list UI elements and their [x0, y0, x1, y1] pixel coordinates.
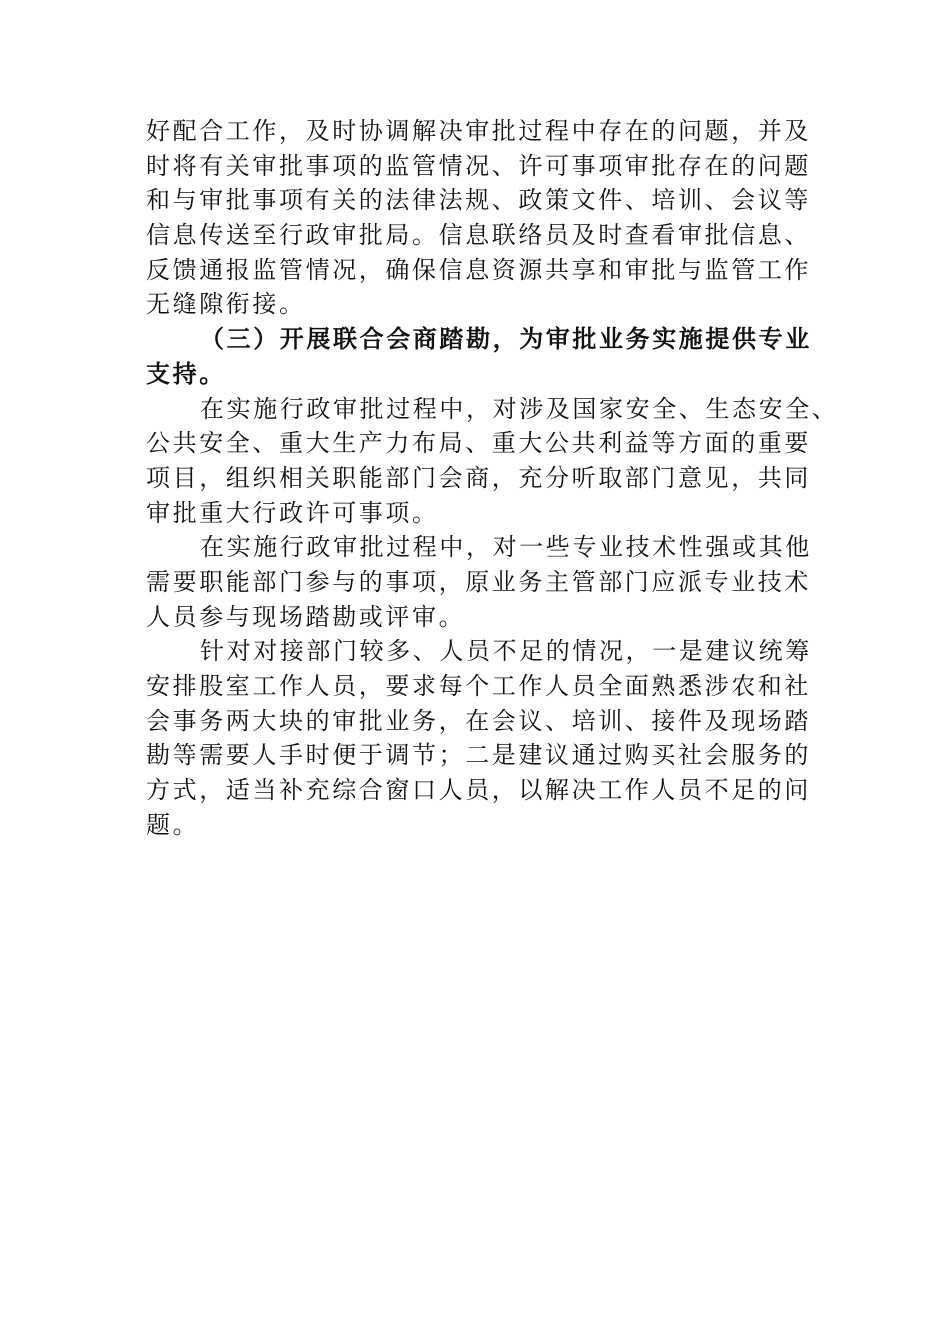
document-body: [146, 114, 839, 842]
paragraph-line: 人员参与现场踏勘或评审。: [146, 602, 466, 631]
paragraph: [146, 634, 812, 842]
paragraph-line: 勘等需要人手时便于调节；二是建议通过购买社会服务的: [146, 741, 811, 770]
paragraph: [146, 530, 812, 634]
paragraph-line: 和与审批事项有关的法律法规、政策文件、培训、会议等: [146, 186, 811, 215]
paragraph: [146, 392, 839, 531]
paragraph-line: 方式，适当补充综合窗口人员，以解决工作人员不足的问: [146, 776, 811, 805]
paragraph-line: 公共安全、重大生产力布局、重大公共利益等方面的重要: [146, 429, 811, 458]
paragraph-line: 在实施行政审批过程中，对一些专业技术性强或其他: [200, 533, 812, 562]
heading-line: （三）开展联合会商踏勘，为审批业务实施提供专业: [200, 324, 812, 354]
paragraph-line: 反馈通报监管情况，确保信息资源共享和审批与监管工作: [146, 255, 811, 284]
section-heading: [146, 322, 812, 391]
paragraph-line: 信息传送至行政审批局。信息联络员及时查看审批信息、: [146, 221, 811, 250]
paragraph-line: 好配合工作，及时协调解决审批过程中存在的问题，并及: [146, 117, 811, 145]
paragraph-line: 需要职能部门参与的事项，原业务主管部门应派专业技术: [146, 567, 811, 596]
paragraph-line: 时将有关审批事项的监管情况、许可事项审批存在的问题: [146, 151, 811, 180]
paragraph-line: 在实施行政审批过程中，对涉及国家安全、生态安全、: [200, 394, 839, 423]
paragraph-line: 无缝隙衔接。: [146, 290, 306, 319]
paragraph-line: 针对对接部门较多、人员不足的情况，一是建议统筹: [200, 637, 812, 666]
paragraph: [146, 114, 811, 322]
heading-line: 支持。: [146, 358, 226, 388]
paragraph-line: 项目，组织相关职能部门会商，充分听取部门意见，共同: [146, 463, 811, 492]
paragraph-line: 会事务两大块的审批业务，在会议、培训、接件及现场踏: [146, 706, 811, 735]
paragraph-line: 安排股室工作人员，要求每个工作人员全面熟悉涉农和社: [146, 672, 811, 700]
paragraph-line: 审批重大行政许可事项。: [146, 498, 439, 527]
paragraph-line: 题。: [146, 810, 200, 839]
